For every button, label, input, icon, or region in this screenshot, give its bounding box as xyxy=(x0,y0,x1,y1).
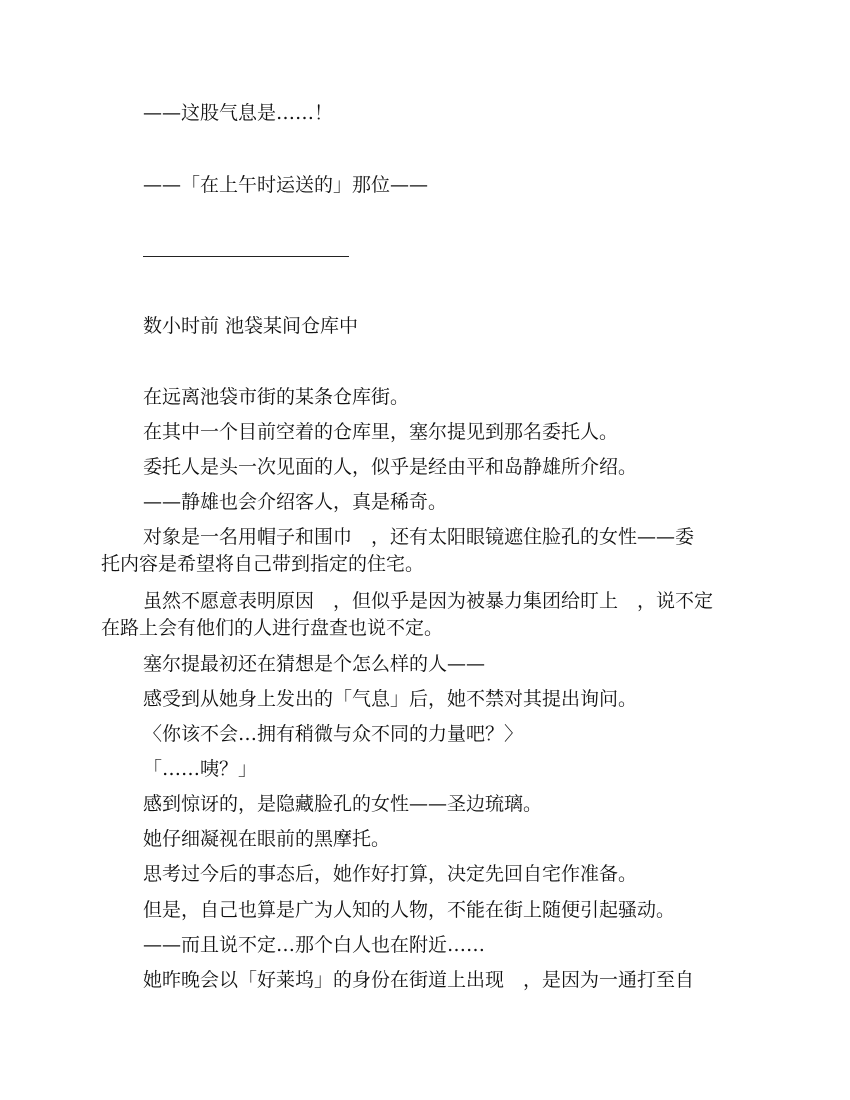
paragraph: 但是，自己也算是广为人知的人物，不能在街上随便引起骚动。 xyxy=(143,899,676,921)
paragraph: 在远离池袋市街的某条仓库街。 xyxy=(143,386,410,408)
paragraph: 思考过今后的事态后，她作好打算，决定先回自宅作准备。 xyxy=(143,863,638,885)
paragraph: ——而且说不定…那个白人也在附近…… xyxy=(143,934,486,956)
paragraph: 她仔细凝视在眼前的黑摩托。 xyxy=(143,828,391,850)
paragraph: 她昨晚会以「好莱坞」的身份在街道上出现 ，是因为一通打至自 xyxy=(143,969,695,991)
paragraph: 在其中一个目前空着的仓库里，塞尔提见到那名委托人。 xyxy=(143,421,619,443)
paragraph: ——静雄也会介绍客人，真是稀奇。 xyxy=(143,491,448,513)
text-line: ——「在上午时运送的」那位—— xyxy=(143,174,429,196)
paragraph: 感到惊讶的，是隐藏脸孔的女性——圣边琉璃。 xyxy=(143,793,543,815)
section-heading: 数小时前 池袋某间仓库中 xyxy=(143,315,359,337)
paragraph: 〈你该不会…拥有稍微与众不同的力量吧？〉 xyxy=(143,723,524,745)
paragraph: 「……咦？」 xyxy=(143,758,258,780)
paragraph: 塞尔提最初还在猜想是个怎么样的人—— xyxy=(143,653,486,675)
paragraph: 对象是一名用帽子和围巾 ，还有太阳眼镜遮住脸孔的女性——委 xyxy=(143,526,695,548)
paragraph-continuation: 托内容是希望将自己带到指定的住宅。 xyxy=(101,553,425,575)
text-line: ——这股气息是……！ xyxy=(143,102,334,124)
paragraph: 虽然不愿意表明原因 ，但似乎是因为被暴力集团给盯上 ，说不定 xyxy=(143,590,714,612)
section-divider xyxy=(143,256,349,257)
paragraph-continuation: 在路上会有他们的人进行盘查也说不定。 xyxy=(101,617,444,639)
paragraph: 感受到从她身上发出的「气息」后，她不禁对其提出询问。 xyxy=(143,688,638,710)
paragraph: 委托人是头一次见面的人，似乎是经由平和岛静雄所介绍。 xyxy=(143,456,638,478)
